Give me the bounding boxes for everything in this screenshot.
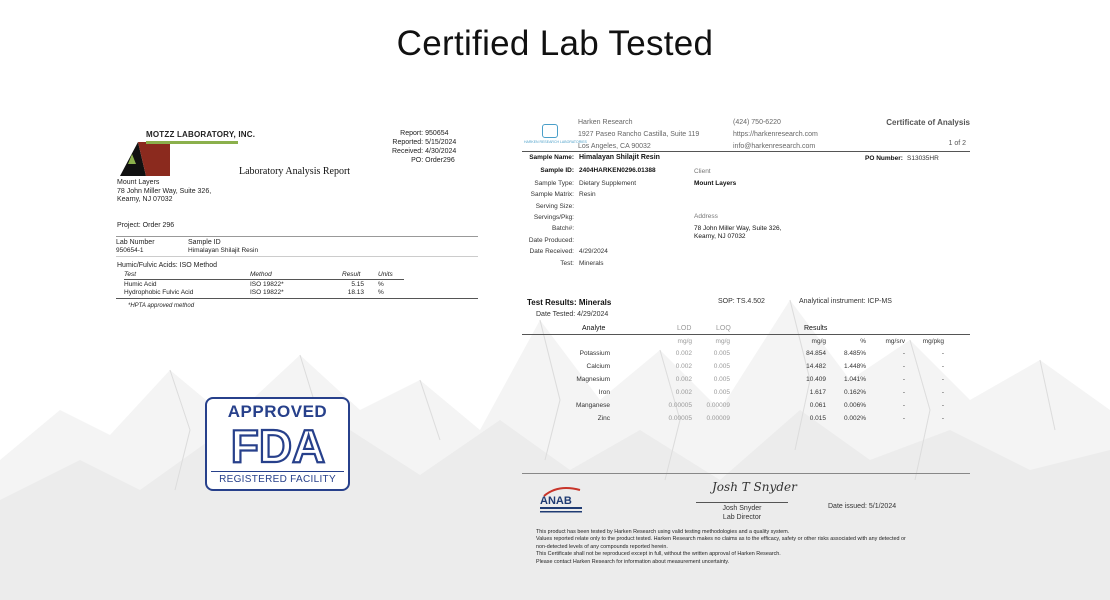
motzz-lab-report — [116, 124, 480, 324]
results-heading — [527, 298, 611, 307]
result-pct: 0.162% — [843, 389, 866, 396]
result-pkg: - — [941, 389, 944, 396]
client-address-line: Kearny, NJ 07032 — [694, 233, 746, 240]
po-label: PO Number: — [865, 155, 903, 162]
harken-contact — [733, 117, 818, 153]
lod: 0.00005 — [668, 415, 692, 422]
results-label: Test Results: — [527, 298, 577, 307]
disclaimer — [536, 529, 966, 566]
motzz-client-block — [117, 179, 211, 205]
meta-value: 4/30/2024 — [425, 148, 457, 155]
unit: mg/srv — [885, 338, 905, 345]
disclaimer-line: This product has been tested by Harken Research using valid testing methodologies and a quality system. — [536, 529, 790, 535]
result-srv: - — [902, 350, 905, 357]
sample-id-header: Sample ID — [188, 239, 221, 246]
client-line: Mount Layers — [117, 179, 160, 186]
lod: 0.002 — [675, 376, 692, 383]
harken-address — [578, 117, 699, 153]
meta-value: 5/15/2024 — [425, 139, 457, 146]
address-line: Harken Research — [578, 119, 633, 126]
test-name: Humic Acid — [124, 281, 157, 288]
lab-number-header: Lab Number — [116, 239, 155, 246]
disclaimer-line: Please contact Harken Research for information about measurement uncertainty. — [536, 558, 730, 565]
field-label: Sample Name: — [529, 154, 574, 161]
fda-registered-badge — [205, 397, 350, 491]
test-method: ISO 19822* — [250, 281, 284, 288]
result-pkg: - — [941, 415, 944, 422]
date-tested-value: 4/29/2024 — [577, 311, 609, 318]
date-tested-label: Date Tested: — [536, 311, 576, 318]
loq: 0.00009 — [706, 415, 730, 422]
page-number: 1 of 2 — [948, 140, 966, 147]
motzz-sample-header — [116, 236, 478, 246]
field-label: Sample Matrix: — [530, 191, 574, 198]
signer-name: Josh Snyder — [722, 505, 762, 512]
motzz-lab-name: MOTZZ LABORATORY, INC. — [146, 130, 256, 139]
result-srv: - — [902, 389, 905, 396]
lab-number: 950654-1 — [116, 247, 144, 254]
anab-accreditation-icon — [536, 482, 606, 516]
result-mgg: 0.061 — [809, 402, 826, 409]
test-result: 5.15 — [351, 281, 364, 288]
col-method: Method — [250, 271, 342, 280]
motzz-tests-table — [124, 271, 404, 296]
fda-badge-top: APPROVED — [227, 402, 328, 421]
loq: 0.005 — [713, 376, 730, 383]
analyte: Manganese — [576, 402, 610, 409]
lod: 0.002 — [675, 389, 692, 396]
test-method: ISO 19822* — [250, 289, 284, 296]
sample-id: 2404HARKEN0296.01388 — [579, 167, 656, 174]
date-issued: Date issued: 5/1/2024 — [828, 503, 897, 510]
signer-title: Lab Director — [722, 514, 762, 521]
table-header-row — [124, 271, 404, 280]
col-loq: LOQ — [716, 325, 731, 332]
loq: 0.005 — [713, 363, 730, 370]
units-row — [522, 338, 970, 350]
unit: mg/pkg — [922, 338, 944, 345]
test-result: 18.13 — [347, 289, 364, 296]
anab-text: ANAB — [540, 495, 572, 507]
field-label: Sample ID: — [540, 167, 574, 174]
address-label: Address — [694, 213, 718, 220]
instrument: Analytical instrument: ICP-MS — [799, 298, 892, 305]
loq: 0.00009 — [706, 402, 730, 409]
motzz-sample-row — [116, 247, 478, 257]
table-row — [124, 280, 404, 289]
result-pct: 8.485% — [843, 350, 866, 357]
results-title: Minerals — [578, 298, 612, 307]
divider — [116, 298, 478, 299]
harken-logo-text: HARKEN RESEARCH LABORATORIES — [524, 140, 587, 144]
motzz-logo-bar — [146, 141, 238, 144]
client-line: 78 John Miller Way, Suite 326, — [117, 187, 212, 195]
result-pkg: - — [941, 376, 944, 383]
client-label: Client — [694, 168, 711, 175]
signature-line — [696, 502, 788, 503]
date-received: 4/29/2024 — [579, 248, 608, 255]
phone: (424) 750-6220 — [733, 119, 781, 126]
fda-badge-bottom: REGISTERED FACILITY — [211, 471, 344, 485]
loq: 0.005 — [713, 350, 730, 357]
client-address-line: 78 John Miller Way, Suite 326, — [694, 225, 782, 232]
table-row — [522, 415, 970, 427]
lod: 0.002 — [675, 350, 692, 357]
signer — [696, 504, 788, 522]
unit: mg/g — [677, 338, 692, 345]
field-label: Test: — [560, 260, 574, 267]
table-row — [124, 288, 404, 296]
divider — [522, 151, 970, 152]
test-units: % — [378, 281, 384, 288]
unit: % — [860, 338, 866, 345]
po-number: S13035HR — [907, 155, 939, 162]
harken-logo-icon — [542, 124, 558, 138]
field-label: Batch#: — [551, 225, 574, 232]
result-mgg: 84.854 — [806, 350, 826, 357]
field-label: Servings/Pkg: — [533, 214, 574, 221]
result-pct: 1.448% — [843, 363, 866, 370]
result-pkg: - — [941, 363, 944, 370]
unit: mg/g — [811, 338, 826, 345]
meta-key: PO: — [411, 157, 424, 164]
result-mgg: 0.015 — [809, 415, 826, 422]
result-pkg: - — [941, 350, 944, 357]
field-label: Date Received: — [529, 248, 574, 255]
meta-key: Received: — [392, 148, 424, 155]
col-test: Test — [124, 271, 250, 280]
col-results: Results — [804, 325, 828, 332]
client-name: Mount Layers — [694, 180, 737, 187]
result-pct: 1.041% — [843, 376, 866, 383]
analyte: Iron — [598, 389, 610, 396]
meta-value: 950654 — [425, 130, 449, 137]
date-tested — [536, 311, 608, 318]
test-units: % — [378, 289, 384, 296]
result-mgg: 14.482 — [806, 363, 826, 370]
website-link[interactable]: https://harkenresearch.com — [733, 131, 818, 138]
motzz-method-line: Humic/Fulvic Acids: ISO Method — [117, 262, 217, 269]
sample-id: Himalayan Shilajit Resin — [188, 247, 259, 254]
address-line: Los Angeles, CA 90032 — [578, 143, 651, 150]
result-srv: - — [902, 363, 905, 370]
result-pct: 0.006% — [843, 402, 866, 409]
result-srv: - — [902, 402, 905, 409]
analyte: Calcium — [586, 363, 610, 370]
field-label: Date Produced: — [528, 237, 574, 244]
meta-key: Reported: — [392, 139, 424, 146]
sample-matrix: Resin — [579, 191, 596, 198]
result-mgg: 1.617 — [809, 389, 826, 396]
harken-certificate — [522, 114, 972, 570]
analyte: Potassium — [579, 350, 610, 357]
page-title: Certified Lab Tested — [396, 24, 714, 63]
table-row — [522, 376, 970, 388]
divider — [522, 334, 970, 335]
loq: 0.005 — [713, 389, 730, 396]
result-pkg: - — [941, 402, 944, 409]
lod: 0.002 — [675, 363, 692, 370]
meta-value: Order296 — [425, 157, 455, 164]
divider — [522, 473, 970, 474]
field-label: Sample Type: — [534, 180, 574, 187]
col-result: Result — [342, 271, 378, 280]
col-analyte: Analyte — [582, 325, 606, 332]
col-lod: LOD — [677, 325, 692, 332]
address-line: 1927 Paseo Rancho Castilla, Suite 119 — [578, 131, 700, 138]
analyte: Zinc — [597, 415, 610, 422]
result-mgg: 10.409 — [806, 376, 826, 383]
table-row — [522, 363, 970, 375]
result-pct: 0.002% — [843, 415, 866, 422]
disclaimer-line: This Certificate shall not be reproduced except in full, without the written approval of Harken Research. — [536, 551, 781, 558]
table-row — [522, 402, 970, 414]
signature: Josh T Snyder — [712, 480, 797, 494]
unit: mg/g — [715, 338, 730, 345]
field-label: Serving Size: — [535, 203, 574, 210]
table-row — [522, 350, 970, 362]
disclaimer-line: non-detected levels of any compounds reported herein. — [536, 543, 668, 550]
table-row — [522, 389, 970, 401]
motzz-project: Project: Order 296 — [117, 222, 175, 229]
motzz-footnote: *HPTA approved method — [128, 303, 195, 309]
email-link[interactable]: info@harkenresearch.com — [733, 143, 816, 150]
test-name: Minerals — [579, 260, 604, 267]
test-name: Hydrophobic Fulvic Acid — [124, 289, 194, 296]
client-line: Kearny, NJ 07032 — [117, 196, 173, 203]
fda-logo-text: FDA — [230, 422, 325, 466]
motzz-report-meta — [392, 129, 487, 165]
fda-logo-icon — [218, 422, 338, 466]
result-srv: - — [902, 415, 905, 422]
analyte: Magnesium — [576, 376, 610, 383]
col-units: Units — [378, 271, 404, 280]
result-srv: - — [902, 376, 905, 383]
disclaimer-line: Values reported relate only to the product tested. Harken Research makes no claims as to the efficacy, safety or other risks associated with any detected or — [536, 536, 906, 543]
motzz-report-title: Laboratory Analysis Report — [239, 166, 351, 177]
sop: SOP: TS.4.502 — [718, 298, 765, 305]
meta-key: Report: — [400, 130, 424, 137]
sample-name: Himalayan Shilajit Resin — [579, 154, 660, 161]
lod: 0.00005 — [668, 402, 692, 409]
certificate-title: Certificate of Analysis — [886, 118, 970, 127]
sample-type: Dietary Supplement — [579, 180, 637, 187]
